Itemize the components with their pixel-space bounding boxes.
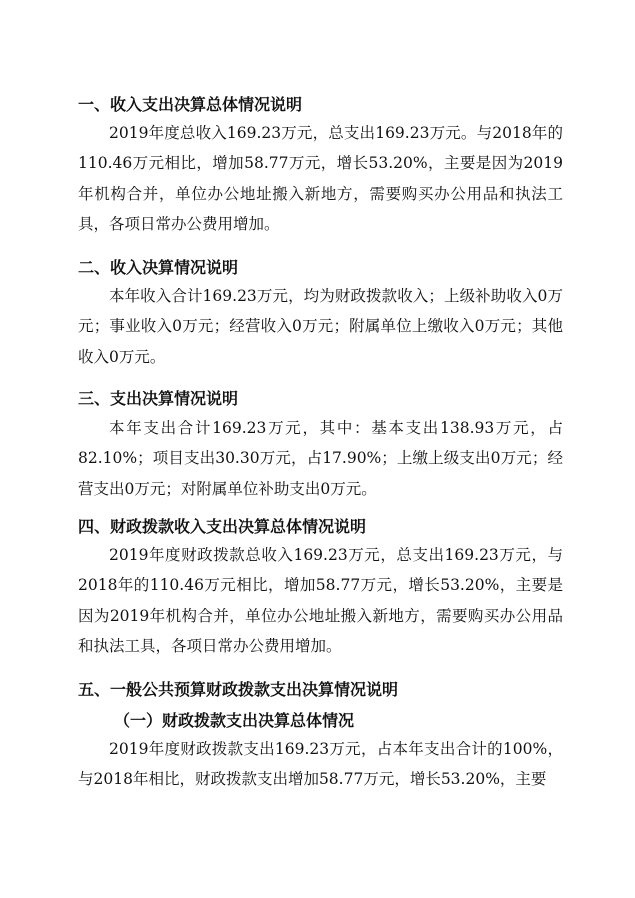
section-3-heading: 三、支出决算情况说明 [78, 389, 239, 408]
section-4-paragraph: 2019年度财政拨款总收入169.23万元，总支出169.23万元，与2018年的110.46万元相比，增加58.77万元，增长53.20%，主要是因为2019年机构合并，单位办公地址搬入新地方，需要购买办公用品和执法工具，各项日常办公费用增加。 [78, 546, 563, 656]
section-2-paragraph: 本年收入合计169.23万元，均为财政拨款收入；上级补助收入0万元；事业收入0万元；经营收入0万元；附属单位上缴收入0万元；其他收入0万元。 [78, 287, 563, 366]
section-5-subheading-1: （一）财政拨款支出决算总体情况 [114, 711, 355, 730]
section-1-paragraph: 2019年度总收入169.23万元，总支出169.23万元。与2018年的110.46万元相比，增加58.77万元，增长53.20%，主要是因为2019年机构合并，单位办公地址搬入新地方，需要购买办公用品和执法工具，各项日常办公费用增加。 [78, 124, 563, 234]
section-4-heading: 四、财政拨款收入支出决算总体情况说明 [78, 517, 367, 536]
section-5-heading: 五、一般公共预算财政拨款支出决算情况说明 [78, 680, 399, 699]
section-2-heading: 二、收入决算情况说明 [78, 258, 239, 277]
section-3-paragraph: 本年支出合计169.23万元，其中：基本支出138.93万元，占82.10%；项目支出30.30万元，占17.90%；上缴上级支出0万元；经营支出0万元；对附属单位补助支出0万元。 [78, 419, 563, 498]
section-1-heading: 一、收入支出决算总体情况说明 [78, 95, 303, 114]
section-5-sub-1-paragraph: 2019年度财政拨款支出169.23万元，占本年支出合计的100%，与2018年相比，财政拨款支出增加58.77万元，增长53.20%，主要 [78, 740, 563, 789]
